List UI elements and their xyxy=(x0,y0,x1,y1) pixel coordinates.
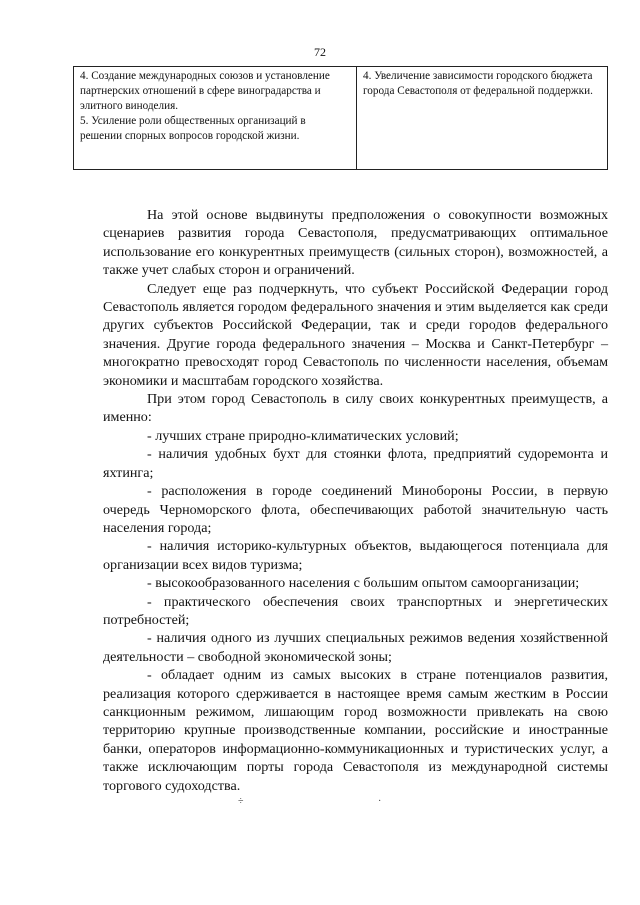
table-cell-left xyxy=(74,67,357,169)
table-right-item: 4. Увеличение зависимости городского бюджета города Севастополя от федеральной поддержки. xyxy=(363,70,593,97)
table-left-item: 4. Создание международных союзов и установление партнерских отношений в сфере виноградарства и элитного виноделия. xyxy=(80,70,330,112)
document-body xyxy=(103,206,608,795)
list-item: - наличия одного из лучших специальных режимов ведения хозяйственной деятельности – свободной экономической зоны; xyxy=(103,630,608,665)
table-left-item: 5. Усиление роли общественных организаций в решении спорных вопросов городской жизни. xyxy=(80,115,306,142)
list-item: - наличия историко-культурных объектов, выдающегося потенциала для организации всех видов туризма; xyxy=(103,538,608,573)
scan-mark: · xyxy=(378,796,382,807)
paragraph: На этой основе выдвинуты предположения о совокупности возможных сценариев развития города Севастополя, предусматривающих оптимальное использование его конкурентных преимуществ (сильных сторон), возможностей, а также учет слабых сторон и ограничений. xyxy=(103,207,608,279)
table-cell-right xyxy=(357,67,607,169)
swot-table-fragment xyxy=(73,66,608,170)
list-item: - практического обеспечения своих транспортных и энергетических потребностей; xyxy=(103,593,608,628)
paragraph: Следует еще раз подчеркнуть, что субъект Российской Федерации город Севастополь является городом федерального значения и этим выделяется как среди других субъектов Российской Федерации, так и среди городов федерального значения. Другие города федерального значения – Москва и Санкт-Петербург – многократно превосходят город Севастополь по численности населения, объемам экономики и масштабам городского хозяйства. xyxy=(103,280,608,389)
scan-marks xyxy=(238,796,513,807)
scan-mark: ÷ xyxy=(238,796,244,807)
page-number: 72 xyxy=(314,45,326,59)
list-item: - наличия удобных бухт для стоянки флота, предприятий судоремонта и яхтинга; xyxy=(103,446,608,481)
list-item: - лучших стране природно-климатических условий; xyxy=(147,427,459,444)
list-item: - расположения в городе соединений Минобороны России, в первую очередь Черноморского флота, обеспечивающих работой значительную часть населения города; xyxy=(103,483,608,536)
list-item: - высокообразованного населения с большим опытом самоорганизации; xyxy=(147,575,580,592)
list-item: - обладает одним из самых высоких в стране потенциалов развития, реализация которого сдерживается в настоящее время самым жестким в России санкционным режимом, лишающим город возможности привлекать на свою территорию крупные производственные компании, российские и иностранные банки, операторов информационно-коммуникационных и туристических услуг, а также исключающим порты города Севастополя из международной системы торгового судоходства. xyxy=(103,667,608,794)
paragraph: При этом город Севастополь в силу своих конкурентных преимуществ, а именно: xyxy=(103,391,608,426)
